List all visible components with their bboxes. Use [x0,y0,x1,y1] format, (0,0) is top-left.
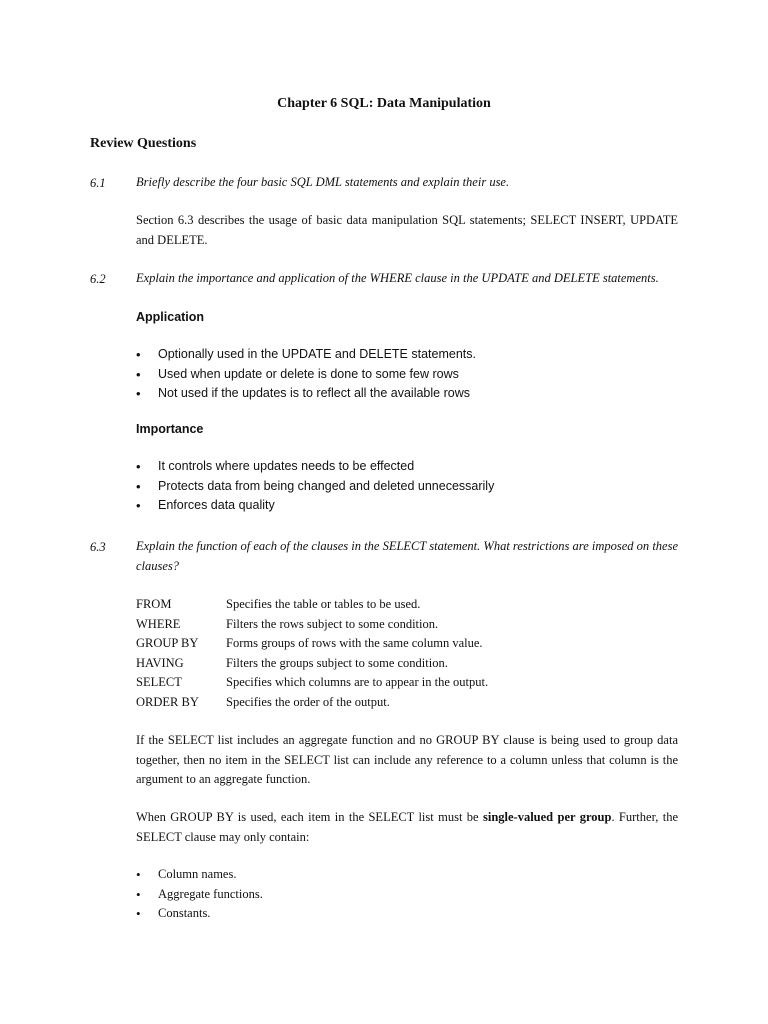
question-text: Explain the function of each of the clauses in the SELECT statement. What restrictions are imposed on these clauses? [136,539,678,573]
list-item: • Constants. [136,904,263,924]
list-item: • Aggregate functions. [136,885,263,905]
list-item: • It controls where updates needs to be effected [136,457,494,477]
bullet-icon: • [136,347,141,362]
clause-description: Specifies which columns are to appear in the output. [226,675,489,689]
clause-keyword: SELECT [136,675,182,689]
list-item: • Not used if the updates is to reflect all the available rows [136,384,476,404]
list-item: • Optionally used in the UPDATE and DELETE statements. [136,345,476,365]
clause-description: Filters the groups subject to some condition. [226,655,448,670]
table-row [136,673,488,693]
clause-keyword: ORDER BY [136,694,199,709]
clause-keyword: GROUP BY [136,636,199,650]
bullet-icon: • [136,906,141,922]
application-heading: Application [136,310,205,324]
question-number: 6.2 [90,272,106,286]
question-number: 6.3 [90,540,106,554]
bullet-icon: • [136,867,141,882]
list-item: • Enforces data quality [136,496,494,516]
bullet-icon: • [136,386,141,402]
answer-paragraph: Section 6.3 describes the usage of basic data manipulation SQL statements; SELECT INSERT, UPDATE and DELETE. [136,213,678,247]
list-item: • Protects data from being changed and deleted unnecessarily [136,477,494,497]
group-by-paragraph: When GROUP BY is used, each item in the SELECT list must be single-valued per group. Further, the SELECT clause may only contain: [136,810,679,844]
restriction-paragraph: If the SELECT list includes an aggregate function and no GROUP BY clause is being used to group data together, then no item in the SELECT list can include any reference to a column unless that column is the argument to an aggregate function. [136,733,678,786]
list-item: • Used when update or delete is done to some few rows [136,365,476,385]
clause-description: Forms groups of rows with the same column value. [226,636,483,650]
clause-description: Specifies the table or tables to be used. [226,597,421,611]
section-heading: Review Questions [90,136,197,151]
clause-keyword: FROM [136,597,172,611]
page-title: Chapter 6 SQL: Data Manipulation [277,96,491,111]
importance-list [136,457,494,516]
table-row [136,654,488,674]
clauses-table [136,595,488,712]
application-list [136,345,476,404]
table-row [136,615,488,635]
bullet-icon: • [136,366,141,382]
clause-keyword: WHERE [136,616,181,631]
list-item: • Column names. [136,865,263,885]
bullet-icon: • [136,498,141,514]
clause-description: Specifies the order of the output. [226,694,390,709]
bullet-icon: • [136,478,141,494]
clause-keyword: HAVING [136,655,184,670]
emphasis-text: single-valued per group [482,810,612,824]
question-number: 6.1 [90,176,106,190]
table-row [136,634,488,654]
question-text: Briefly describe the four basic SQL DML statements and explain their use. [136,175,510,189]
table-row [136,595,488,615]
table-row [136,693,488,713]
question-text: Explain the importance and application of the WHERE clause in the UPDATE and DELETE statements. [136,271,659,285]
select-contents-list [136,865,263,924]
clause-description: Filters the rows subject to some condition. [226,616,439,631]
importance-heading: Importance [136,422,204,436]
bullet-icon: • [136,459,141,474]
bullet-icon: • [136,886,141,902]
